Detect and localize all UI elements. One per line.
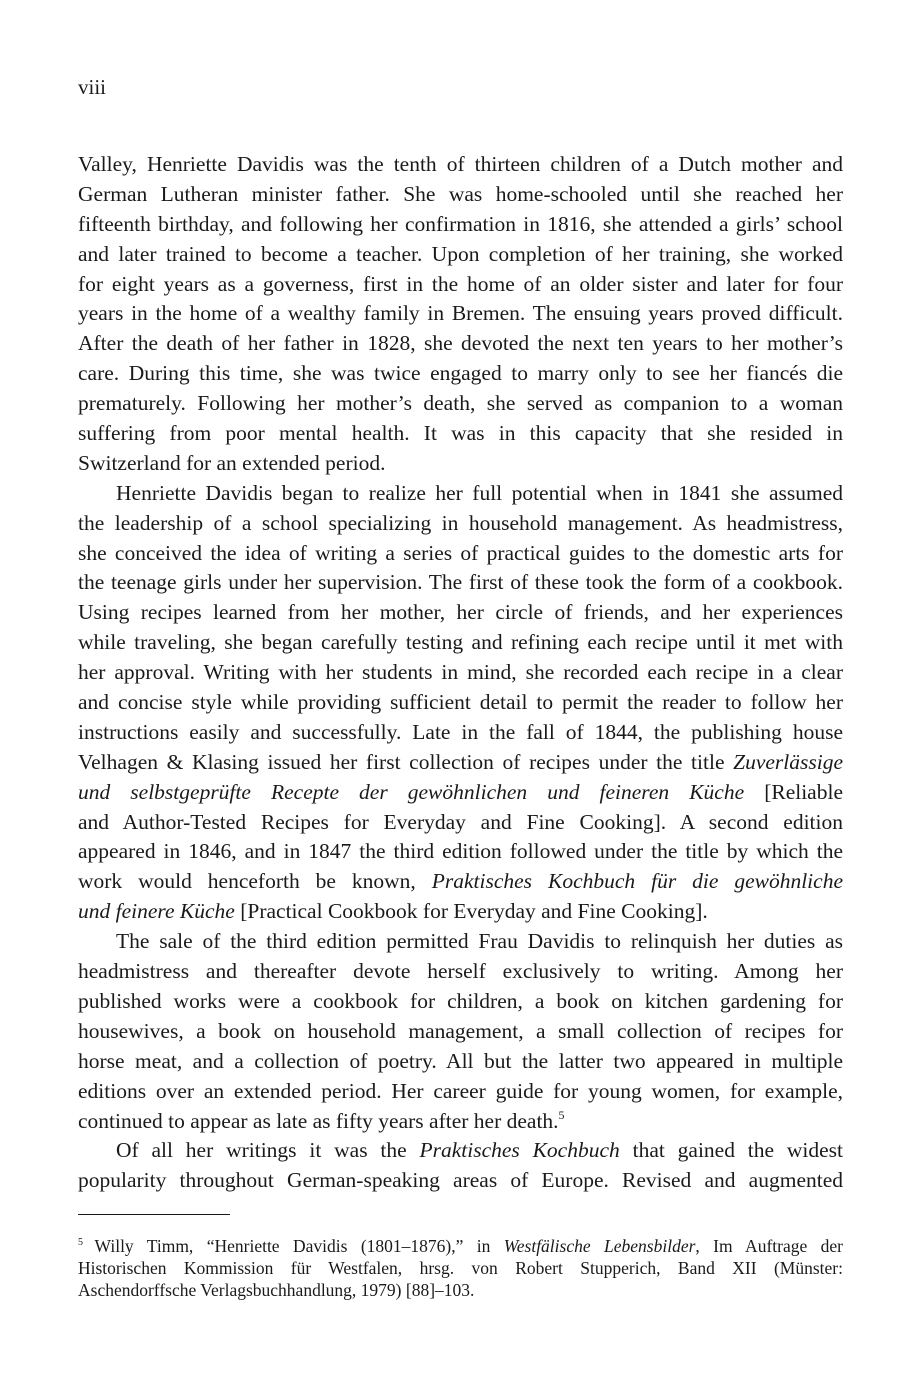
text-line [78, 1136, 843, 1166]
text-line [78, 539, 843, 569]
text-line [78, 778, 843, 808]
text-run: German Lutheran minister father. She was home-schooled until she reached her [78, 181, 843, 206]
text-line [78, 359, 843, 389]
text-run: the teenage girls under her supervision. The first of these took the form of a cookbook. [78, 570, 843, 595]
paragraph [78, 150, 843, 479]
text-run: while traveling, she began carefully testing and refining each recipe until it met with [78, 630, 843, 655]
text-line [78, 568, 843, 598]
text-line [78, 389, 843, 419]
paragraph [78, 1136, 843, 1196]
text-run: Willy Timm, “Henriette Davidis (1801–1876),” in [94, 1236, 504, 1256]
text-line [78, 1017, 843, 1047]
text-run: prematurely. Following her mother’s death, she served as companion to a woman [78, 391, 843, 416]
text-run: for eight years as a governess, first in the home of an older sister and later for four [78, 271, 843, 296]
text-line [78, 688, 843, 718]
text-run: she conceived the idea of writing a series of practical guides to the domestic arts for [78, 540, 843, 565]
text-line [78, 150, 843, 180]
footnote-line [78, 1279, 843, 1301]
text-line [78, 718, 843, 748]
text-run: headmistress and thereafter devote herself exclusively to writing. Among her [78, 959, 843, 984]
text-line [78, 180, 843, 210]
text-run: her approval. Writing with her students in mind, she recorded each recipe in a clear [78, 660, 843, 685]
footnote-rule [78, 1214, 230, 1215]
text-run: Switzerland for an extended period. [78, 450, 386, 475]
text-line [78, 837, 843, 867]
text-line [78, 509, 843, 539]
text-line [78, 628, 843, 658]
text-line [78, 867, 843, 897]
text-line [78, 748, 843, 778]
text-run: years in the home of a wealthy family in Bremen. The ensuing years proved difficult. [78, 301, 843, 326]
text-run: fifteenth birthday, and following her confirmation in 1816, she attended a girls’ school [78, 211, 843, 236]
text-run: and later trained to become a teacher. Upon completion of her training, she worked [78, 241, 843, 266]
text-run: and Author-Tested Recipes for Everyday and Fine Cooking]. A second edition [78, 809, 843, 834]
text-line [78, 479, 843, 509]
text-run: , Im Auftrage der [695, 1236, 843, 1256]
text-run: housewives, a book on household management, a small collection of recipes for [78, 1018, 843, 1043]
text-line [78, 449, 843, 479]
text-line [78, 927, 843, 957]
text-run: [Reliable [744, 779, 843, 804]
text-line [78, 1077, 843, 1107]
text-line [78, 299, 843, 329]
italic-title: und feinere Küche [78, 899, 235, 924]
text-line [78, 240, 843, 270]
italic-title: und selbstgeprüfte Recepte der gewöhnlichen und feineren Küche [78, 779, 745, 804]
text-run: Aschendorffsche Verlagsbuchhandlung, 1979) [88]–103. [78, 1280, 475, 1300]
footnote-marker: 5 [78, 1237, 95, 1248]
text-line [78, 957, 843, 987]
text-run: that gained the widest [619, 1138, 843, 1163]
text-run: care. During this time, she was twice engaged to marry only to see her fiancés die [78, 361, 843, 386]
italic-title: Zuverlässige [733, 749, 843, 774]
paragraph [78, 927, 843, 1136]
text-run: Using recipes learned from her mother, her circle of friends, and her experiences [78, 600, 843, 625]
text-run: editions over an extended period. Her career guide for young women, for example, [78, 1078, 843, 1103]
text-run: [Practical Cookbook for Everyday and Fine Cooking]. [234, 899, 708, 924]
text-line [78, 598, 843, 628]
text-line [78, 808, 843, 838]
text-line [78, 1107, 843, 1137]
paragraph [78, 479, 843, 927]
italic-title: Westfälische Lebensbilder [503, 1236, 696, 1256]
text-run: work would henceforth be known, [78, 869, 432, 894]
footnote-line [78, 1235, 843, 1257]
text-run: After the death of her father in 1828, she devoted the next ten years to her mother’s [78, 331, 843, 356]
text-run: popularity throughout German-speaking areas of Europe. Revised and augmented [78, 1168, 843, 1193]
text-line [78, 1166, 843, 1196]
text-run: Velhagen & Klasing issued her first collection of recipes under the title [78, 749, 734, 774]
text-line [78, 210, 843, 240]
text-line [78, 658, 843, 688]
text-run: instructions easily and successfully. Late in the fall of 1844, the publishing house [78, 719, 843, 744]
text-run: horse meat, and a collection of poetry. All but the latter two appeared in multiple [78, 1048, 843, 1073]
text-run: Valley, Henriette Davidis was the tenth of thirteen children of a Dutch mother and [78, 152, 843, 176]
text-run: the leadership of a school specializing in household management. As headmistress, [78, 510, 843, 535]
footnotes [78, 1235, 843, 1301]
text-run: and concise style while providing sufficient detail to permit the reader to follow her [78, 690, 843, 715]
italic-title: Praktisches Kochbuch [419, 1138, 620, 1163]
text-run: published works were a cookbook for children, a book on kitchen gardening for [78, 988, 843, 1013]
text-line [78, 897, 843, 927]
footnote-line [78, 1257, 843, 1279]
text-line [78, 419, 843, 449]
text-run: The sale of the third edition permitted Frau Davidis to relinquish her duties as [116, 929, 843, 954]
text-line [78, 987, 843, 1017]
text-run: Of all her writings it was the [116, 1138, 420, 1163]
text-run: Historischen Kommission für Westfalen, hrsg. von Robert Stupperich, Band XII (Münster: [78, 1258, 843, 1278]
footnote-reference: 5 [558, 1107, 565, 1122]
body-text [78, 150, 843, 1196]
text-line [78, 1047, 843, 1077]
text-line [78, 270, 843, 300]
footnote [78, 1235, 843, 1301]
text-run: continued to appear as late as fifty years after her death. [78, 1108, 559, 1133]
italic-title: Praktisches Kochbuch für die gewöhnliche [431, 869, 843, 894]
text-line [78, 329, 843, 359]
text-run: Henriette Davidis began to realize her full potential when in 1841 she assumed [116, 480, 843, 505]
text-run: appeared in 1846, and in 1847 the third edition followed under the title by which the [78, 839, 843, 864]
text-run: suffering from poor mental health. It was in this capacity that she resided in [78, 421, 843, 446]
page-number: viii [78, 75, 107, 99]
